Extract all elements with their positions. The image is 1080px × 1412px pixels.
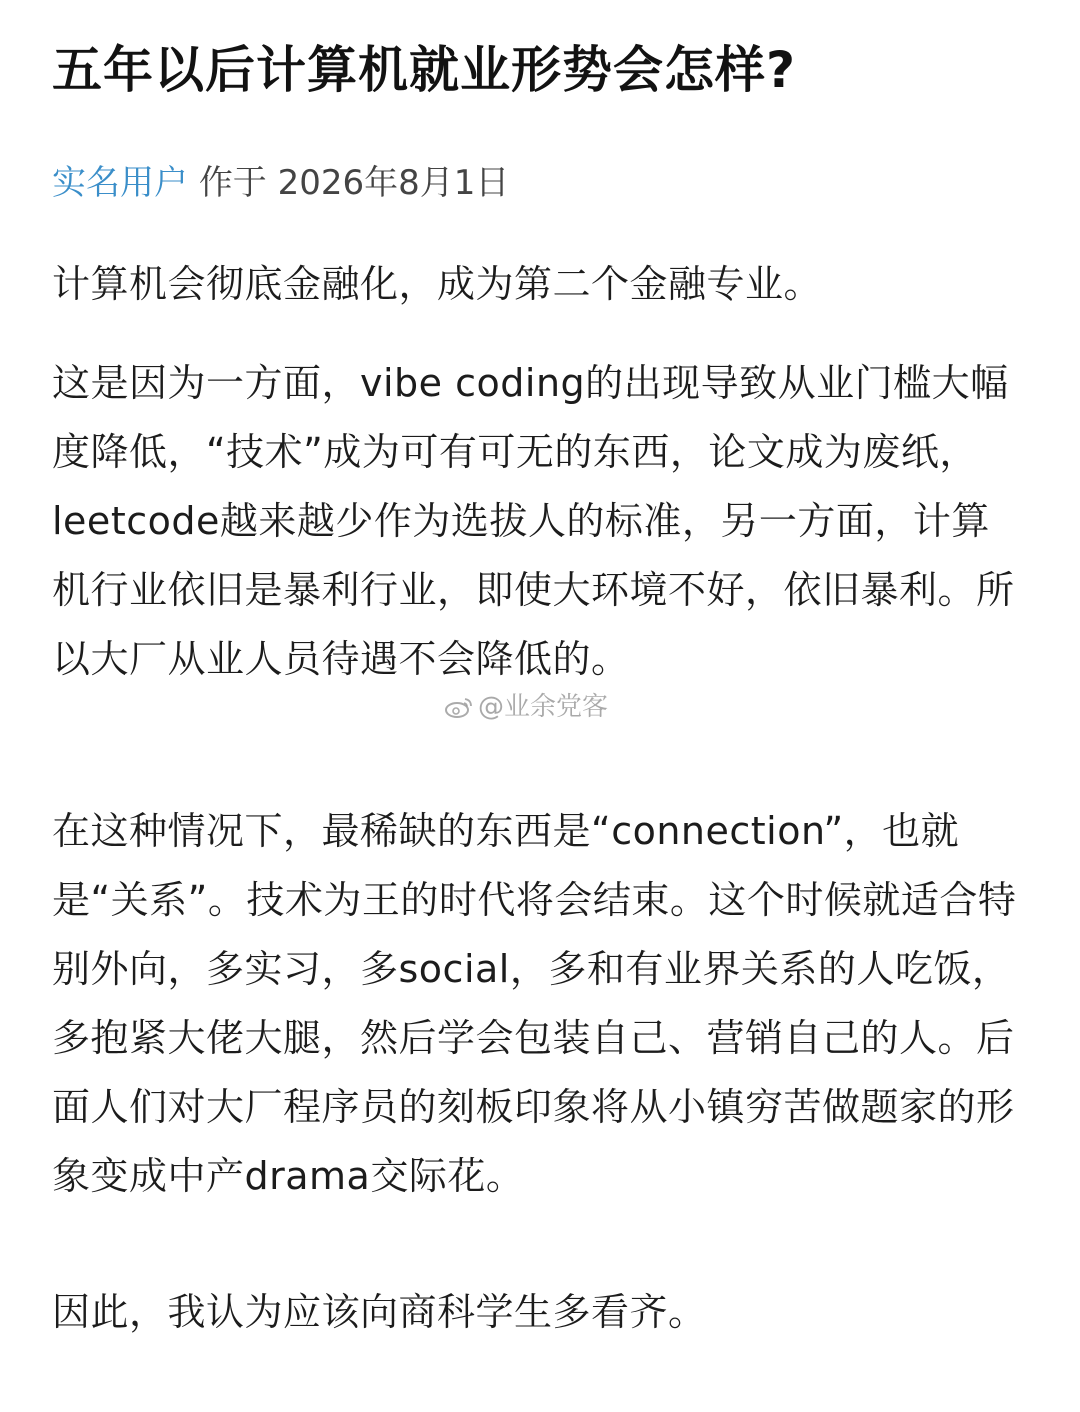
answer-paragraph-4: 因此，我认为应该向商科学生多看齐。	[52, 1290, 707, 1334]
answer-paragraph-3: 在这种情况下，最稀缺的东西是“connection”，也就是“关系”。技术为王的时代将会结束。这个时候就适合特别外向，多实习，多social，多和有业界关系的人吃饭，多抱紧大佬大腿，然后学会包装自己、营销自己的人。后面人们对大厂程序员的刻板印象将从小镇穷苦做题家的形象变成中产drama交际花。	[52, 809, 1017, 1198]
answer-paragraph-1: 计算机会彻底金融化，成为第二个金融专业。	[52, 262, 823, 306]
weibo-icon	[444, 695, 474, 719]
weibo-watermark	[444, 689, 608, 725]
answer-meta	[52, 158, 509, 208]
answer-paragraph-2: 这是因为一方面，vibe coding的出现导致从业门槛大幅度降低，“技术”成为可有可无的东西，论文成为废纸，leetcode越来越少作为选拔人的标准，另一方面，计算机行业依旧是暴利行业，即使大环境不好，依旧暴利。所以大厂从业人员待遇不会降低的。	[52, 361, 1015, 681]
written-date: 作于 2026年8月1日	[198, 163, 510, 203]
question-title[interactable]: 五年以后计算机就业形势会怎样?	[52, 41, 797, 99]
author-link[interactable]: 实名用户	[52, 163, 188, 203]
watermark-text: @业余党客	[478, 692, 609, 722]
